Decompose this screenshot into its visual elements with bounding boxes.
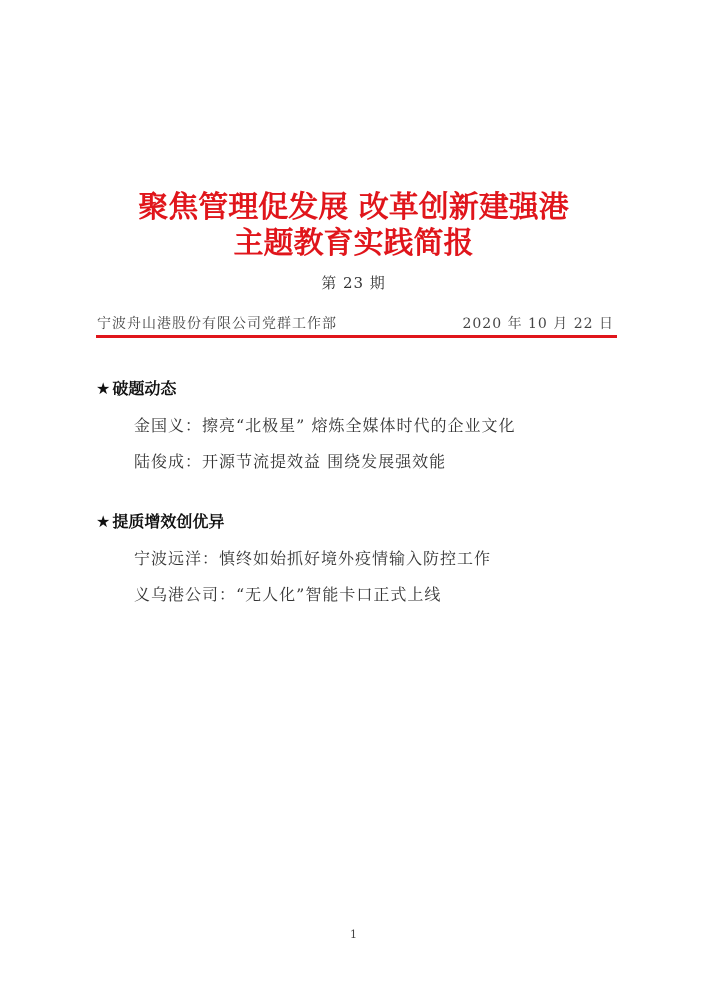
list-item: 陆俊成：开源节流提效益 围绕发展强效能 xyxy=(134,452,447,471)
section-breakthrough-news xyxy=(96,376,616,480)
title-line-1: 聚焦管理促发展 改革创新建强港 xyxy=(138,190,569,225)
section-quality-efficiency xyxy=(96,509,616,613)
red-divider-rule xyxy=(96,335,617,338)
issue-number: 第 23 期 xyxy=(321,274,386,292)
list-item: 金国义：擦亮“北极星” 熔炼全媒体时代的企业文化 xyxy=(134,416,516,435)
title-line-2: 主题教育实践简报 xyxy=(233,226,474,261)
header-row xyxy=(97,313,614,333)
briefing-title xyxy=(0,190,707,262)
section-heading xyxy=(96,509,616,535)
section-heading-text: 提质增效创优异 xyxy=(112,512,225,531)
page-number: 1 xyxy=(350,928,357,941)
list-item: 宁波远洋：慎终如始抓好境外疫情输入防控工作 xyxy=(134,549,492,568)
publisher-name: 宁波舟山港股份有限公司党群工作部 xyxy=(97,316,337,332)
publish-date: 2020 年 10 月 22 日 xyxy=(462,316,614,332)
list-item: 义乌港公司：“无人化”智能卡口正式上线 xyxy=(134,585,442,604)
star-icon: ★ xyxy=(96,379,111,398)
star-icon: ★ xyxy=(96,512,111,531)
section-heading-text: 破题动态 xyxy=(112,379,177,398)
section-heading xyxy=(96,376,616,402)
